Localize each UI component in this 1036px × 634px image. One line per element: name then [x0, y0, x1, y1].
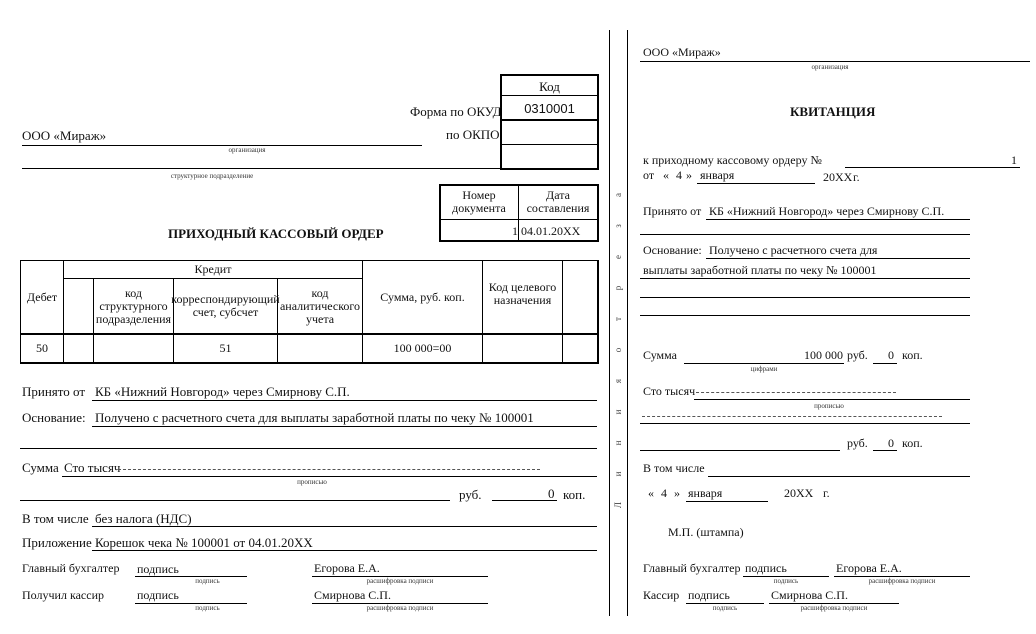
cut-line-letter: н [613, 440, 623, 446]
cut-line-left [609, 30, 610, 616]
stub-order-label: к приходному кассовому ордеру № [643, 153, 822, 167]
credit-header: Кредит [194, 261, 232, 276]
stub-stamp-label: М.П. (штампа) [668, 525, 744, 539]
cashier-name: Смирнова С.П. [314, 588, 391, 602]
amount-value: 100 000=00 [393, 340, 452, 355]
received-from-label: Принято от [22, 384, 86, 399]
stub-cashier-name: Смирнова С.П. [771, 588, 848, 602]
stub-basis-line1: Получено с расчетного счета для [709, 243, 878, 257]
stub-org-name: ООО «Мираж» [643, 45, 721, 59]
stub-chief-signature-caption: подпись [773, 577, 799, 585]
okud-label: Форма по ОКУД [410, 104, 502, 119]
stub-sum-label: Сумма [643, 348, 677, 362]
stub-received-from-value: КБ «Нижний Новгород» через Смирнову С.П. [709, 204, 945, 218]
okud-value: 0310001 [524, 101, 575, 116]
amount-header: Сумма, руб. коп. [380, 289, 465, 304]
chief-decode-caption: расшифровка подписи [366, 577, 434, 585]
cashier-signature-caption: подпись [195, 604, 220, 612]
stub-date2-quote-open: « [648, 486, 654, 500]
received-cashier-label: Получил кассир [22, 588, 104, 602]
stub-org-caption: организация [811, 63, 849, 71]
sum-words: Сто тысяч [64, 460, 121, 475]
stub-received-from-label: Принято от [643, 204, 702, 218]
stub-chief-label: Главный бухгалтер [643, 561, 741, 575]
stub-cashier-signature-caption: подпись [712, 604, 738, 612]
stub-sum-digits: 100 000 [804, 348, 843, 362]
chief-signature: подпись [137, 562, 179, 576]
cut-line-right [627, 30, 628, 616]
stub-chief-name: Егорова Е.А. [836, 561, 902, 575]
stub-quote-open: « [663, 168, 669, 182]
received-from-value: КБ «Нижний Новгород» через Смирнову С.П. [95, 384, 350, 399]
stub-rub-label-2: руб. [847, 436, 868, 450]
analytic-code-header: код аналитического учета [279, 285, 361, 326]
stub-basis-label: Основание: [643, 243, 702, 257]
cut-line-letter: т [613, 317, 623, 321]
kop-value: 0 [548, 486, 555, 501]
subdivision-caption: структурное подразделение [170, 172, 254, 180]
cut-line-letter: з [613, 224, 623, 228]
stub-kop-value: 0 [888, 348, 894, 362]
cashier-decode-caption: расшифровка подписи [366, 604, 434, 612]
stub-date2-quote-close: » [674, 486, 680, 500]
stub-kop-value-2: 0 [888, 436, 894, 450]
stub-day: 4 [676, 168, 682, 182]
sum-caption: прописью [297, 478, 327, 486]
debit-header: Дебет [26, 289, 58, 304]
struct-code-header: код структурного подразделения [95, 285, 172, 326]
stub-date2-month: января [688, 486, 723, 500]
chief-name: Егорова Е.А. [314, 561, 380, 575]
stub-chief-decode-caption: расшифровка подписи [868, 577, 936, 585]
rub-label: руб. [459, 487, 482, 502]
corr-account-value: 51 [219, 340, 232, 355]
stub-year-suffix: г. [853, 170, 860, 184]
org-caption: организация [228, 146, 266, 154]
cut-line-letter: а [613, 193, 623, 197]
org-name: ООО «Мираж» [22, 128, 107, 143]
chief-accountant-label: Главный бухгалтер [22, 561, 120, 575]
stub-date2-day: 4 [661, 486, 667, 500]
stub-date2-year: 20XX [784, 486, 814, 500]
date-value: 04.01.20XX [521, 224, 581, 238]
okpo-label: по ОКПО [446, 127, 500, 142]
cut-line-letter: и [613, 409, 623, 415]
stub-chief-signature: подпись [745, 561, 787, 575]
cut-line-letter: и [613, 471, 623, 477]
code-header: Код [539, 79, 560, 94]
purpose-code-header: Код целевого назначения [488, 280, 557, 307]
including-label: В том числе [22, 511, 89, 526]
stub-month: января [700, 168, 735, 182]
stub-from-label: от [643, 168, 655, 182]
stub-rub-label: руб. [847, 348, 868, 362]
cut-line-letter: я [613, 378, 623, 384]
cashier-signature: подпись [137, 588, 179, 602]
cut-line-letter: о [613, 347, 623, 353]
cut-line-letter: Л [613, 501, 623, 509]
stub-kop-label-2: коп. [902, 436, 923, 450]
stub-sum-words: Сто тысяч [643, 384, 696, 398]
attachment-value: Корешок чека № 100001 от 04.01.20XX [95, 535, 313, 550]
stub-quote-close: » [686, 168, 692, 182]
debit-value: 50 [36, 340, 48, 355]
stub-basis-line2: выплаты заработной платы по чеку № 100001 [643, 263, 877, 277]
including-value: без налога (НДС) [95, 511, 192, 526]
kop-label: коп. [563, 487, 586, 502]
cut-line-letter: е [613, 255, 623, 259]
doc-number-header: Номер документа [452, 188, 506, 215]
date-header: Дата составления [526, 188, 590, 215]
stub-order-number: 1 [1011, 153, 1017, 167]
stub-year: 20XX [823, 170, 853, 184]
stub-including-label: В том числе [643, 461, 705, 475]
order-title: ПРИХОДНЫЙ КАССОВЫЙ ОРДЕР [168, 226, 384, 241]
stub-title: КВИТАНЦИЯ [790, 104, 876, 119]
cut-line-letter: р [613, 285, 623, 291]
sum-label: Сумма [22, 460, 59, 475]
basis-label: Основание: [22, 410, 86, 425]
chief-signature-caption: подпись [195, 577, 220, 585]
attachment-label: Приложение [22, 535, 92, 550]
stub-kop-label: коп. [902, 348, 923, 362]
stub-words-caption: прописью [814, 402, 844, 410]
stub-cashier-decode-caption: расшифровка подписи [800, 604, 868, 612]
stub-cashier-label: Кассир [643, 588, 680, 602]
doc-number-value: 1 [512, 224, 518, 238]
corr-account-header: корреспондирующий счет, субсчет [171, 292, 280, 319]
stub-digits-caption: цифрами [750, 365, 778, 373]
basis-value: Получено с расчетного счета для выплаты заработной платы по чеку № 100001 [95, 410, 534, 425]
stub-cashier-signature: подпись [688, 588, 730, 602]
stub-date2-year-suffix: г. [823, 486, 830, 500]
